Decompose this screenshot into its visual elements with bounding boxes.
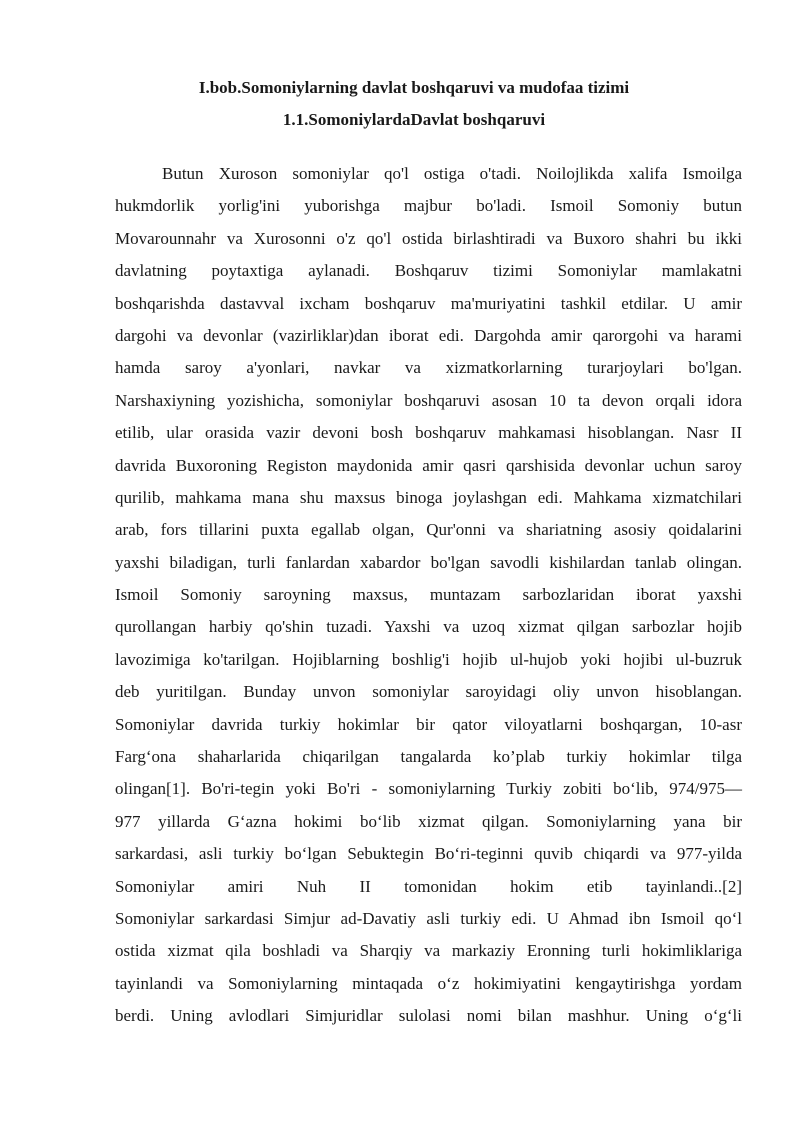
text-line: tayinlandi va Somoniylarning mintaqada o‘z hokimiyatini kengaytirishga yordam bbox=[115, 973, 742, 993]
text-line: davrida Buxoroning Registon maydonida amir qasri qarshisida devonlar uchun saroy bbox=[115, 455, 742, 475]
text-line: boshqarishda dastavval ixcham boshqaruv ma'muriyatini tashkil etdilar. U amir bbox=[115, 293, 742, 313]
body-paragraph bbox=[115, 158, 742, 1033]
text-line: sarkardasi, asli turkiy bo‘lgan Sebuktegin Bo‘ri-teginni quvib chiqardi va 977-yilda bbox=[115, 844, 742, 864]
text-line: olingan[1]. Bo'ri-tegin yoki Bo'ri - somoniylarning Turkiy zobiti bo‘lib, 974/975— bbox=[115, 779, 742, 799]
text-line: Somoniylar amiri Nuh II tomonidan hokim etib tayinlandi..[2] bbox=[115, 876, 742, 896]
text-line: arab, fors tillarini puxta egallab olgan, Qur'onni va shariatning asosiy qoidalarini bbox=[115, 520, 742, 540]
text-line: Somoniylar davrida turkiy hokimlar bir qator viloyatlarni boshqargan, 10-asr bbox=[115, 714, 742, 734]
text-line: davlatning poytaxtiga aylanadi. Boshqaruv tizimi Somoniylar mamlakatni bbox=[115, 261, 742, 281]
text-line: hamda saroy a'yonlari, navkar va xizmatkorlarning turarjoylari bo'lgan. bbox=[115, 358, 742, 378]
text-line: yaxshi biladigan, turli fanlardan xabardor bo'lgan savodli kishilardan tanlab olingan. bbox=[115, 552, 742, 572]
text-line: Somoniylar sarkardasi Simjur ad-Davatiy asli turkiy edi. U Ahmad ibn Ismoil qo‘l bbox=[115, 908, 742, 928]
text-line: lavozimiga ko'tarilgan. Hojiblarning boshlig'i hojib ul-hujob yoki hojibi ul-buzruk bbox=[115, 649, 742, 669]
text-line: berdi. Uning avlodlari Simjuridlar sulolasi nomi bilan mashhur. Uning o‘g‘li bbox=[115, 1006, 742, 1026]
chapter-title: I.bob.Somoniylarning davlat boshqaruvi va mudofaa tizimi bbox=[198, 78, 630, 97]
text-line: dargohi va devonlar (vazirliklar)dan iborat edi. Dargohda amir qarorgohi va harami bbox=[115, 325, 742, 345]
text-line: deb yuritilgan. Bunday unvon somoniylar saroyidagi oliy unvon hisoblangan. bbox=[115, 682, 742, 702]
text-line: hukmdorlik yorlig'ini yuborishga majbur bo'ladi. Ismoil Somoniy butun bbox=[115, 196, 742, 216]
text-line: Butun Xuroson somoniylar qo'l ostiga o'tadi. Noilojlikda xalifa Ismoilga bbox=[162, 164, 742, 183]
text-line: ostida xizmat qila boshladi va Sharqiy va markaziy Eronning turli hokimliklariga bbox=[115, 941, 742, 961]
text-line: Narshaxiyning yozishicha, somoniylar boshqaruvi asosan 10 ta devon orqali idora bbox=[115, 390, 742, 410]
text-line: Farg‘ona shaharlarida chiqarilgan tangalarda ko’plab turkiy hokimlar tilga bbox=[115, 747, 742, 767]
text-line: Ismoil Somoniy saroyning maxsus, muntazam sarbozlaridan iborat yaxshi bbox=[115, 585, 742, 605]
text-line: qurilib, mahkama mana shu maxsus binoga joylashgan edi. Mahkama xizmatchilari bbox=[115, 487, 742, 507]
section-title: 1.1.SomoniylardaDavlat boshqaruvi bbox=[282, 110, 546, 129]
text-line: etilib, ular orasida vazir devoni bosh boshqaruv mahkamasi hisoblangan. Nasr II bbox=[115, 423, 742, 443]
text-line: Movarounnahr va Xurosonni o'z qo'l ostida birlashtiradi va Buxoro shahri bu ikki bbox=[115, 228, 742, 248]
text-line: qurollangan harbiy qo'shin tuzadi. Yaxshi va uzoq xizmat qilgan sarbozlar hojib bbox=[115, 617, 742, 637]
text-line: 977 yillarda G‘azna hokimi bo‘lib xizmat qilgan. Somoniylarning yana bir bbox=[115, 811, 742, 831]
